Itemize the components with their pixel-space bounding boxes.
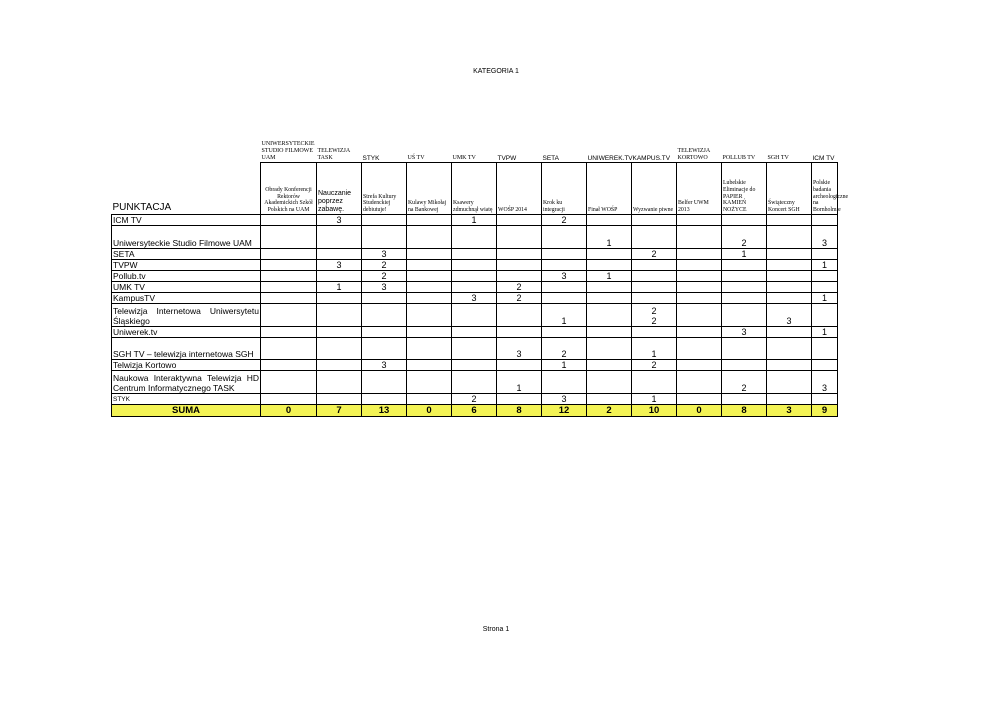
score-cell [722,338,767,360]
score-cell [317,371,362,394]
score-cell [812,249,838,260]
score-cell [587,338,632,360]
score-cell [317,249,362,260]
column-header: UŚ TV [407,155,425,161]
score-cell [722,215,767,226]
column-header: UNIWERSYTECKIE STUDIO FILMOWE UAM [261,141,315,161]
score-cell [542,304,587,327]
row-label: ICM TV [112,215,261,226]
score-cell [452,293,497,304]
score-cell [587,293,632,304]
score-cell [722,394,767,405]
program-title: Obrady Konferencji Rektorów Akademickich Szkół Polskich na UAM [261,163,317,215]
column-header: TVPW [497,155,517,162]
score-cell [452,360,497,371]
score-cell [407,327,452,338]
score-cell [261,215,317,226]
score-value: 1 [606,238,612,248]
score-cell [542,360,587,371]
program-title: Nauczanie poprzez zabawę. [317,163,362,215]
score-cell [362,271,407,282]
score-cell [497,394,542,405]
score-cell [812,260,838,271]
score-cell [767,304,812,327]
score-cell [677,327,722,338]
score-cell [812,271,838,282]
score-cell [362,226,407,249]
score-value: 3 [786,316,792,326]
score-value: 1 [336,282,342,292]
score-cell [722,249,767,260]
score-cell [261,293,317,304]
score-cell [632,260,677,271]
row-label: SETA [112,249,261,260]
score-value: 3 [381,282,387,292]
sum-value: 3 [767,405,812,417]
score-cell [407,271,452,282]
table-row [112,327,838,338]
score-cell [317,215,362,226]
score-value: 2 [516,282,522,292]
score-cell [542,327,587,338]
score-cell [407,338,452,360]
sum-value: 12 [542,405,587,417]
score-cell [587,260,632,271]
score-cell [497,327,542,338]
score-cell [812,338,838,360]
column-header: SETA [542,155,559,162]
score-cell [452,226,497,249]
score-cell [587,282,632,293]
score-cell [362,293,407,304]
score-cell [542,249,587,260]
score-cell [632,338,677,360]
sum-value: 6 [452,405,497,417]
row-label: UMK TV [112,282,261,293]
column-header: UNIWEREK.TV [587,155,633,162]
score-cell [317,338,362,360]
score-cell [452,304,497,327]
score-cell [632,215,677,226]
program-title: Wyzwanie piwne [632,163,677,215]
score-cell [812,394,838,405]
score-cell [542,282,587,293]
score-cell [722,293,767,304]
row-label: Uniwerek.tv [112,327,261,338]
score-value: 2 [651,316,657,326]
score-cell [767,249,812,260]
row-label: Telewizja Internetowa Uniwersytetu Śląskiego [112,304,261,327]
table-row [112,293,838,304]
sum-value: 0 [677,405,722,417]
score-cell [587,327,632,338]
score-value: 1 [821,327,827,337]
score-value: 1 [821,260,827,270]
table-row [112,271,838,282]
score-value: 1 [821,293,827,303]
score-cell [317,282,362,293]
score-cell [677,394,722,405]
page-footer: Strona 1 [482,626,510,633]
score-cell [587,371,632,394]
score-cell [317,394,362,405]
score-cell [632,394,677,405]
score-cell [632,271,677,282]
score-value: 3 [471,293,477,303]
score-cell [407,293,452,304]
score-cell [767,327,812,338]
score-cell [812,360,838,371]
score-cell [407,260,452,271]
score-cell [261,360,317,371]
score-cell [767,215,812,226]
score-cell [767,226,812,249]
score-cell [452,249,497,260]
score-value: 3 [741,327,747,337]
score-cell [497,226,542,249]
score-cell [362,394,407,405]
subheader-row [112,163,838,215]
score-cell [587,271,632,282]
score-cell [722,304,767,327]
score-cell [722,371,767,394]
score-cell [362,260,407,271]
score-cell [497,215,542,226]
table-row [112,282,838,293]
score-value: 1 [561,360,567,370]
program-title: Belfer UWM 2013 [677,163,722,215]
score-value: 2 [651,249,657,259]
score-cell [812,293,838,304]
score-cell [362,327,407,338]
sum-value: 9 [812,405,838,417]
score-cell [677,371,722,394]
score-cell [497,360,542,371]
score-cell [767,338,812,360]
score-cell [407,215,452,226]
score-value: 2 [561,215,567,225]
score-value: 3 [561,394,567,404]
score-cell [407,394,452,405]
sum-value: 0 [407,405,452,417]
score-cell [452,338,497,360]
score-cell [407,371,452,394]
score-cell [767,371,812,394]
program-title: Lubelskie Eliminacje do PAPIER KAMIEŃ NOŻYCE [722,163,767,215]
program-title: Ksawery zdmuchnął wiatę [452,163,497,215]
score-value: 2 [516,293,522,303]
score-cell [677,260,722,271]
score-cell [632,282,677,293]
score-value: 3 [336,260,342,270]
score-cell [722,260,767,271]
score-cell [407,249,452,260]
punktacja-label: PUNKTACJA [112,163,261,215]
program-title: Krok ku integracji [542,163,587,215]
score-cell [677,226,722,249]
table-row [112,371,838,394]
program-title: WOŚP 2014 [497,163,542,215]
score-cell [677,249,722,260]
score-cell [362,249,407,260]
score-value: 2 [381,271,387,281]
score-cell [261,249,317,260]
score-cell [677,304,722,327]
program-title: Strefa Kultury Studenckiej debiutuje! [362,163,407,215]
score-cell [261,394,317,405]
score-cell [677,215,722,226]
column-header: TELEWIZJA KORTOWO [677,148,710,161]
score-cell [317,260,362,271]
score-value: 2 [561,349,567,359]
score-cell [407,226,452,249]
score-cell [542,215,587,226]
score-cell [632,226,677,249]
score-cell [407,282,452,293]
column-header: STYK [362,155,380,162]
program-title: Świąteczny Koncert SGH [767,163,812,215]
table-row [112,215,838,226]
score-cell [722,360,767,371]
column-header: UMK TV [452,155,476,161]
score-value: 2 [381,260,387,270]
score-value: 3 [821,383,827,393]
score-cell [317,304,362,327]
score-cell [497,271,542,282]
score-cell [497,371,542,394]
score-cell [261,282,317,293]
score-cell [452,394,497,405]
score-cell [452,260,497,271]
table-row [112,394,838,405]
score-value: 3 [336,215,342,225]
row-label: Uniwersyteckie Studio Filmowe UAM [112,226,261,249]
score-cell [261,226,317,249]
score-cell [722,271,767,282]
column-header: SGH TV [767,155,789,161]
score-cell [452,282,497,293]
page-header: KATEGORIA 1 [473,68,519,75]
score-cell [542,394,587,405]
column-header-row [112,141,838,163]
score-cell [362,371,407,394]
score-value: 3 [561,271,567,281]
score-cell [542,226,587,249]
score-cell [261,304,317,327]
score-value: 1 [606,271,612,281]
score-value: 2 [651,360,657,370]
score-cell [261,260,317,271]
score-cell [767,394,812,405]
row-label: Telwizja Kortowo [112,360,261,371]
score-cell [722,282,767,293]
score-table [111,141,849,417]
score-value: 3 [381,360,387,370]
score-cell [767,282,812,293]
score-value: 3 [821,238,827,248]
program-title: Finał WOŚP [587,163,632,215]
score-cell [317,293,362,304]
sum-value: 8 [722,405,767,417]
score-cell [722,226,767,249]
score-cell [362,304,407,327]
score-value: 2 [471,394,477,404]
score-cell [587,304,632,327]
sum-label: SUMA [112,405,261,417]
score-cell [587,360,632,371]
column-header: KAMPUS.TV [632,155,671,162]
table-row [112,338,838,360]
sum-value: 10 [632,405,677,417]
score-value: 1 [516,383,522,393]
score-cell [407,304,452,327]
score-cell [632,293,677,304]
score-cell [261,327,317,338]
table-row [112,260,838,271]
program-title: Kulawy Mikołaj na Bankowej [407,163,452,215]
score-value: 1 [561,316,567,326]
score-cell [587,226,632,249]
score-cell [632,371,677,394]
score-cell [677,282,722,293]
table-row [112,304,838,327]
score-value: 1 [651,394,657,404]
score-cell [452,215,497,226]
score-value: 2 [741,238,747,248]
score-cell [452,371,497,394]
score-value: 1 [471,215,477,225]
sum-value: 0 [261,405,317,417]
row-label: STYK [112,394,261,405]
score-cell [497,282,542,293]
sum-row [112,405,838,417]
score-cell [497,338,542,360]
score-value: 1 [741,249,747,259]
score-cell [407,360,452,371]
score-cell [542,293,587,304]
score-cell [722,327,767,338]
score-cell [587,249,632,260]
score-cell [812,215,838,226]
row-label: Naukowa Interaktywna Telewizja HD Centrum Informatycznego TASK [112,371,261,394]
score-cell [362,360,407,371]
score-cell [677,271,722,282]
score-value: 2 [741,383,747,393]
column-header: POLLUB TV [722,155,756,161]
score-cell [261,371,317,394]
score-cell [767,260,812,271]
row-label: Pollub.tv [112,271,261,282]
score-cell [497,249,542,260]
row-label: SGH TV – telewizja internetowa SGH [112,338,261,360]
score-cell [452,327,497,338]
table-row [112,226,838,249]
score-cell [542,371,587,394]
row-label: KampusTV [112,293,261,304]
score-cell [542,271,587,282]
score-value: 1 [651,349,657,359]
sum-value: 8 [497,405,542,417]
score-cell [812,226,838,249]
score-cell [542,338,587,360]
score-cell [497,260,542,271]
score-cell [542,260,587,271]
score-cell [812,304,838,327]
score-value: 3 [516,349,522,359]
score-cell [677,293,722,304]
sum-value: 7 [317,405,362,417]
score-value: 2 [651,306,657,316]
table-row [112,360,838,371]
score-cell [632,360,677,371]
column-header: ICM TV [812,155,835,162]
header-spacer [112,141,261,163]
table-row [112,249,838,260]
score-cell [362,215,407,226]
score-cell [452,271,497,282]
score-cell [362,338,407,360]
score-value: 3 [381,249,387,259]
score-cell [767,360,812,371]
score-cell [261,338,317,360]
score-cell [812,327,838,338]
score-cell [317,360,362,371]
score-cell [767,271,812,282]
sum-value: 13 [362,405,407,417]
score-cell [497,293,542,304]
score-cell [767,293,812,304]
score-cell [677,338,722,360]
score-cell [587,215,632,226]
score-cell [677,360,722,371]
score-cell [362,282,407,293]
score-cell [317,327,362,338]
score-cell [812,371,838,394]
score-cell [587,394,632,405]
score-cell [632,327,677,338]
program-title: Polskie badania archeologiczne na Bornholmie [812,163,838,215]
column-header: TELEWIZJA TASK [317,148,350,161]
score-cell [812,282,838,293]
score-cell [317,226,362,249]
score-cell [632,304,677,327]
score-cell [632,249,677,260]
score-cell [497,304,542,327]
score-cell [317,271,362,282]
score-cell [261,271,317,282]
row-label: TVPW [112,260,261,271]
sum-value: 2 [587,405,632,417]
